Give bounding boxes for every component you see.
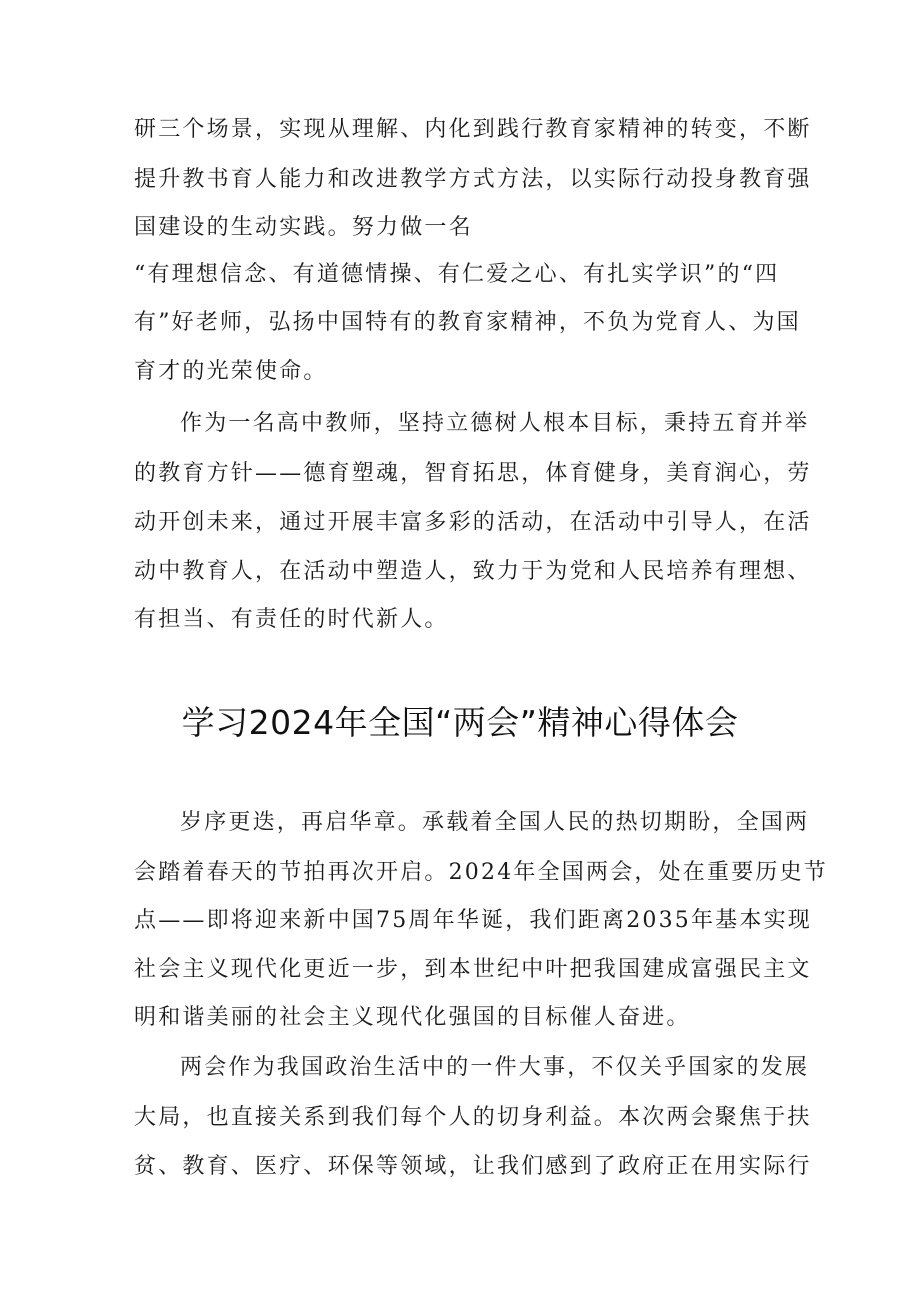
paragraph-line: 育才的光荣使命。 (134, 359, 328, 384)
paragraph-line: 有”好老师，弘扬中国特有的教育家精神，不负为党育人、为国 (134, 310, 801, 335)
paragraph-line: 提升教书育人能力和改进教学方式方法，以实际行动投身教育强 (134, 167, 812, 192)
paragraph-line: 岁序更迭，再启华章。承载着全国人民的热切期盼，全国两 (180, 810, 810, 835)
paragraph-line: 两会作为我国政治生活中的一件大事，不仅关乎国家的发展 (180, 1055, 810, 1080)
paragraph-line: 国建设的生动实践。努力做一名 (134, 215, 473, 240)
paragraph-line: 动中教育人，在活动中塑造人，致力于为党和人民培养有理想、 (134, 559, 812, 584)
article-title: 学习2024年全国“两会”精神心得体会 (181, 703, 739, 742)
paragraph-line: 大局，也直接关系到我们每个人的切身利益。本次两会聚焦于扶 (134, 1105, 812, 1130)
paragraph-line: 社会主义现代化更近一步，到本世纪中叶把我国建成富强民主文 (134, 957, 812, 982)
paragraph-line: 作为一名高中教师，坚持立德树人根本目标，秉持五育并举 (180, 411, 810, 436)
paragraph-line: “有理想信念、有道德情操、有仁爱之心、有扎实学识”的“四 (134, 262, 780, 287)
paragraph-line: 明和谐美丽的社会主义现代化强国的目标催人奋进。 (134, 1005, 691, 1030)
paragraph-line: 会踏着春天的节拍再次开启。2024年全国两会，处在重要历史节 (134, 860, 828, 885)
paragraph-line: 点——即将迎来新中国75周年华诞，我们距离2035年基本实现 (134, 908, 812, 933)
paragraph-line: 有担当、有责任的时代新人。 (134, 607, 449, 632)
paragraph-line: 动开创未来，通过开展丰富多彩的活动，在活动中引导人，在活 (134, 510, 812, 535)
paragraph-line: 研三个场景，实现从理解、内化到践行教育家精神的转变，不断 (134, 117, 812, 142)
paragraph-line: 贫、教育、医疗、环保等领域，让我们感到了政府正在用实际行 (134, 1154, 812, 1179)
paragraph-line: 的教育方针——德育塑魂，智育拓思，体育健身，美育润心，劳 (134, 461, 812, 486)
